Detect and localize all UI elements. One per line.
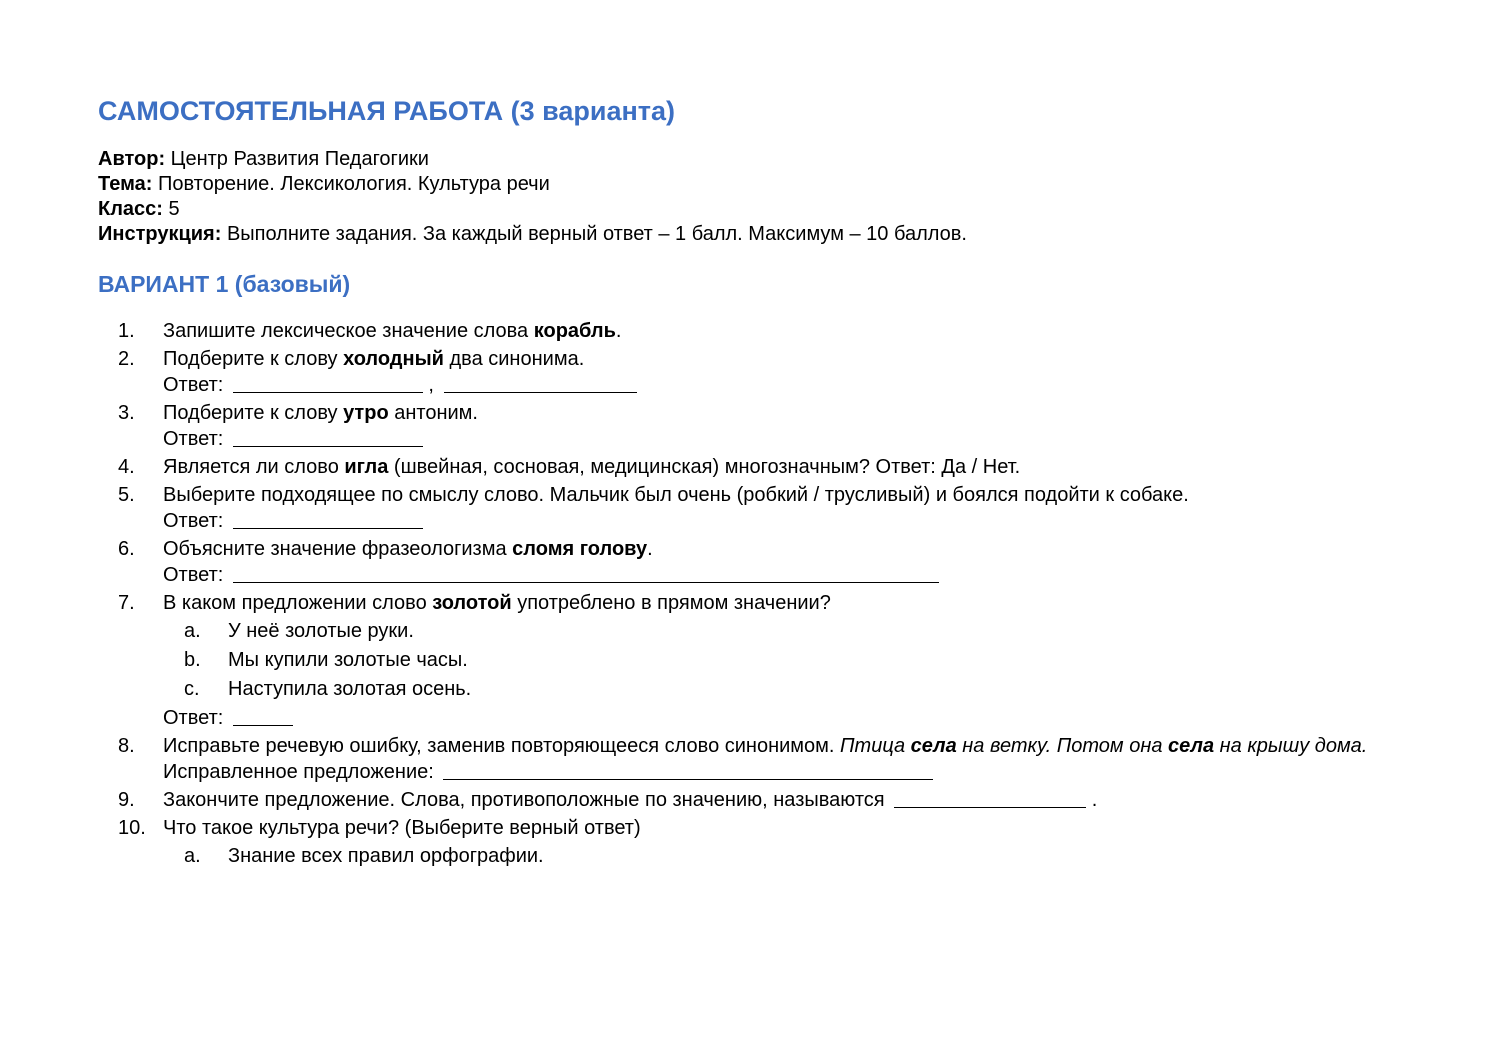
task-1 — [98, 318, 1418, 344]
document-title: САМОСТОЯТЕЛЬНАЯ РАБОТА (3 варианта) — [98, 96, 676, 126]
example-part: на крышу дома. — [1214, 735, 1368, 757]
answer-row — [163, 372, 1418, 398]
answer-blank[interactable] — [233, 372, 423, 393]
task-number: 8. — [118, 735, 135, 757]
option-list — [163, 842, 1418, 871]
example-repeated-word: села — [1168, 735, 1215, 757]
task-list — [98, 318, 1418, 873]
meta-author-label: Автор: — [98, 148, 166, 170]
answer-label: Ответ: — [163, 564, 229, 586]
task-text-end: . — [615, 320, 622, 342]
answer-label: Ответ: — [163, 707, 229, 729]
option-text: Знание всех правил орфографии. — [228, 845, 544, 867]
option-list — [163, 617, 1418, 704]
task-text: Подберите к слову — [163, 348, 344, 370]
answer-separator: , — [422, 374, 440, 396]
task-number: 9. — [118, 789, 135, 811]
variant-title: ВАРИАНТ 1 (базовый) — [98, 271, 351, 297]
answer-blank[interactable] — [894, 787, 1086, 808]
example-part: Птица — [840, 735, 911, 757]
meta-grade — [98, 197, 967, 222]
answer-label: Ответ: — [163, 428, 229, 450]
task-keyword: золотой — [432, 592, 512, 614]
answer-row — [163, 508, 1418, 534]
option-item[interactable] — [163, 646, 1418, 675]
option-item[interactable] — [163, 842, 1418, 871]
option-letter: c. — [184, 678, 200, 700]
task-text: Подберите к слову — [163, 402, 344, 424]
task-number: 4. — [118, 456, 135, 478]
task-keyword: корабль — [533, 320, 616, 342]
answer-label: Ответ: — [163, 374, 229, 396]
task-number: 3. — [118, 402, 135, 424]
task-8 — [98, 733, 1418, 785]
task-5 — [98, 482, 1418, 534]
task-text-end: антоним. — [388, 402, 478, 424]
task-text: Что такое культура речи? (Выберите верный ответ) — [163, 817, 641, 839]
task-keyword: холодный — [343, 348, 444, 370]
task-text: В каком предложении слово — [163, 592, 433, 614]
meta-instruction-value: Выполните задания. За каждый верный ответ – 1 балл. Максимум – 10 баллов. — [221, 223, 967, 245]
example-sentence — [840, 735, 1367, 757]
task-number: 10. — [118, 817, 146, 839]
answer-label: Исправленное предложение: — [163, 761, 440, 783]
task-number: 1. — [118, 320, 135, 342]
meta-instruction — [98, 222, 967, 247]
answer-row — [163, 562, 1418, 588]
option-letter: a. — [184, 620, 201, 642]
answer-row — [163, 759, 1418, 785]
answer-label: Ответ: — [163, 510, 229, 532]
meta-grade-value: 5 — [162, 198, 180, 220]
task-text: Является ли слово — [163, 456, 345, 478]
meta-topic-label: Тема: — [98, 173, 153, 195]
option-text: Наступила золотая осень. — [228, 678, 472, 700]
example-part: на ветку. Потом она — [956, 735, 1169, 757]
meta-grade-label: Класс: — [98, 198, 163, 220]
task-text-end: . — [1086, 789, 1098, 811]
answer-blank[interactable] — [233, 562, 939, 583]
task-9 — [98, 787, 1418, 813]
answer-blank[interactable] — [233, 508, 423, 529]
answer-row — [163, 426, 1418, 452]
task-10 — [98, 815, 1418, 871]
task-keyword: игла — [344, 456, 389, 478]
task-text: Объясните значение фразеологизма — [163, 538, 513, 560]
answer-blank[interactable] — [444, 372, 637, 393]
task-text: Исправьте речевую ошибку, заменив повторяющееся слово синонимом. — [163, 735, 841, 757]
task-text-end: два синонима. — [443, 348, 585, 370]
task-7 — [98, 590, 1418, 731]
meta-author — [98, 147, 967, 172]
task-4 — [98, 454, 1418, 480]
task-3 — [98, 400, 1418, 452]
option-text: У неё золотые руки. — [228, 620, 414, 642]
meta-topic — [98, 172, 967, 197]
answer-blank[interactable] — [233, 705, 293, 726]
task-text-end: . — [647, 538, 653, 560]
task-number: 6. — [118, 538, 135, 560]
task-keyword: сломя голову — [512, 538, 648, 560]
meta-topic-value: Повторение. Лексикология. Культура речи — [152, 173, 550, 195]
task-text-end: (швейная, сосновая, медицинская) многозначным? Ответ: Да / Нет. — [388, 456, 1021, 478]
option-letter: b. — [184, 649, 201, 671]
answer-row — [163, 705, 1418, 731]
answer-blank[interactable] — [443, 759, 933, 780]
task-text: Закончите предложение. Слова, противоположные по значению, называются — [163, 789, 891, 811]
task-keyword: утро — [343, 402, 389, 424]
document-meta — [98, 147, 967, 247]
task-number: 7. — [118, 592, 135, 614]
example-repeated-word: села — [910, 735, 957, 757]
task-text: Выберите подходящее по смыслу слово. Мальчик был очень (робкий / трусливый) и боялся подойти к собаке. — [163, 484, 1189, 506]
meta-author-value: Центр Развития Педагогики — [165, 148, 429, 170]
meta-instruction-label: Инструкция: — [98, 223, 222, 245]
answer-blank[interactable] — [233, 426, 423, 447]
option-item[interactable] — [163, 617, 1418, 646]
task-2 — [98, 346, 1418, 398]
option-letter: a. — [184, 845, 201, 867]
option-text: Мы купили золотые часы. — [228, 649, 468, 671]
task-number: 2. — [118, 348, 135, 370]
task-6 — [98, 536, 1418, 588]
task-text-end: употреблено в прямом значении? — [511, 592, 831, 614]
task-number: 5. — [118, 484, 135, 506]
task-text: Запишите лексическое значение слова — [163, 320, 534, 342]
option-item[interactable] — [163, 675, 1418, 704]
